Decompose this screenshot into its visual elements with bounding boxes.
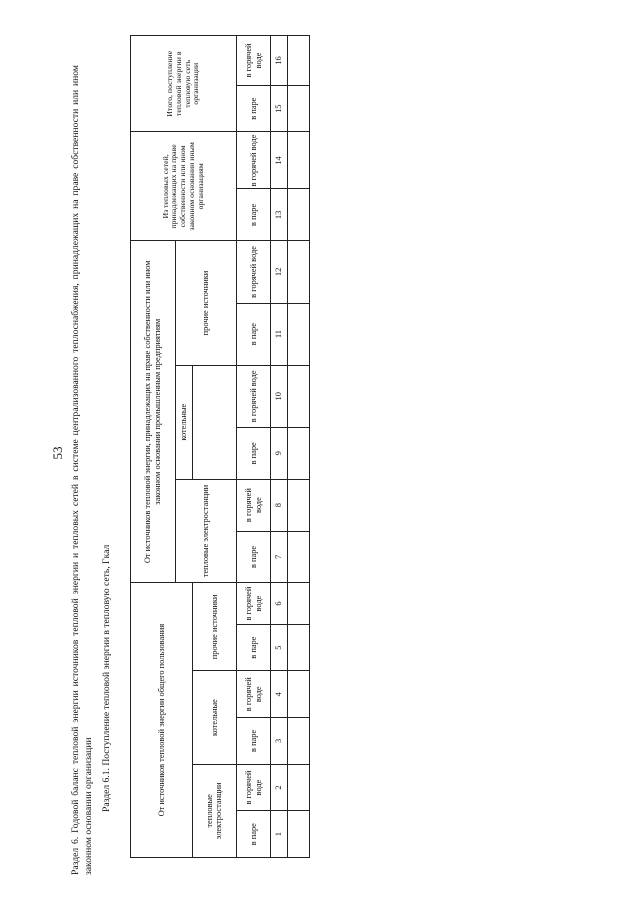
data-cell <box>287 85 309 132</box>
column-number: 3 <box>270 718 287 765</box>
column-number: 7 <box>270 531 287 583</box>
header-steam: в паре <box>237 303 271 365</box>
column-number: 8 <box>270 479 287 531</box>
header-hot-water: в горячей воде <box>237 241 271 303</box>
column-number: 4 <box>270 671 287 718</box>
header-hot-water: в горячей воде <box>237 365 271 427</box>
header-industrial-sources: От источников тепловой энергии, принадлежащих на праве собственности или ином законном основании промышленным предприятиям <box>131 241 176 583</box>
column-number: 2 <box>270 764 287 811</box>
header-steam: в паре <box>237 624 271 671</box>
data-row-empty <box>287 36 309 858</box>
data-cell <box>287 36 309 86</box>
data-cell <box>287 583 309 624</box>
data-cell <box>287 241 309 303</box>
header-ind-tpp: тепловые электростанции <box>175 479 237 583</box>
column-number: 6 <box>270 583 287 624</box>
data-cell <box>287 811 309 858</box>
header-steam: в паре <box>237 718 271 765</box>
data-cell <box>287 764 309 811</box>
column-number: 14 <box>270 132 287 189</box>
section-title: Раздел 6. Годовой баланс тепловой энергии источников тепловой энергии и тепловых сетей в системе централизованного теплоснабжения, принадлежащих на праве собственности или ином законном основании организации <box>70 65 94 875</box>
data-cell <box>287 132 309 189</box>
header-ind-boilers-cont <box>192 365 237 479</box>
header-ind-other: прочие источники <box>175 241 237 365</box>
header-row-4 <box>237 36 271 858</box>
data-cell <box>287 189 309 241</box>
header-steam: в паре <box>237 85 271 132</box>
column-number: 12 <box>270 241 287 303</box>
column-number: 15 <box>270 85 287 132</box>
header-pub-boilers: котельные <box>192 671 237 764</box>
column-number: 10 <box>270 365 287 427</box>
data-cell <box>287 365 309 427</box>
header-steam: в паре <box>237 531 271 583</box>
column-number: 5 <box>270 624 287 671</box>
header-ind-boilers: котельные <box>175 365 192 479</box>
data-cell <box>287 479 309 531</box>
heat-balance-table <box>130 35 310 858</box>
column-number: 16 <box>270 36 287 86</box>
column-number: 1 <box>270 811 287 858</box>
column-number-row <box>270 36 287 858</box>
column-number: 13 <box>270 189 287 241</box>
header-steam: в паре <box>237 427 271 479</box>
data-cell <box>287 427 309 479</box>
header-total: Итого, поступление тепловой энергии в тепловую сеть организации <box>131 36 237 133</box>
subsection-title: Раздел 6.1. Поступление тепловой энергии в тепловую сеть, Гкал <box>101 544 112 812</box>
header-hot-water: в горячей воде <box>237 479 271 531</box>
column-number: 11 <box>270 303 287 365</box>
header-hot-water: в горячей воде <box>237 583 271 624</box>
header-hot-water: в горячей воде <box>237 671 271 718</box>
header-hot-water: в горячей воде <box>237 36 271 86</box>
header-hot-water: в горячей воде <box>237 132 271 189</box>
data-cell <box>287 531 309 583</box>
header-row-1 <box>131 36 176 858</box>
data-cell <box>287 624 309 671</box>
header-pub-other: прочие источники <box>192 583 237 671</box>
header-hot-water: в горячей воде <box>237 764 271 811</box>
data-cell <box>287 303 309 365</box>
header-public-sources: От источников тепловой энергии общего пользования <box>131 583 193 858</box>
header-steam: в паре <box>237 811 271 858</box>
page-number: 53 <box>50 446 65 460</box>
column-number: 9 <box>270 427 287 479</box>
data-cell <box>287 718 309 765</box>
data-cell <box>287 671 309 718</box>
header-other-networks: Из тепловых сетей, принадлежащих на праве собственности или ином законном основании иным организациям <box>131 132 237 241</box>
header-steam: в паре <box>237 189 271 241</box>
header-pub-tpp: тепловые электростанции <box>192 764 237 857</box>
